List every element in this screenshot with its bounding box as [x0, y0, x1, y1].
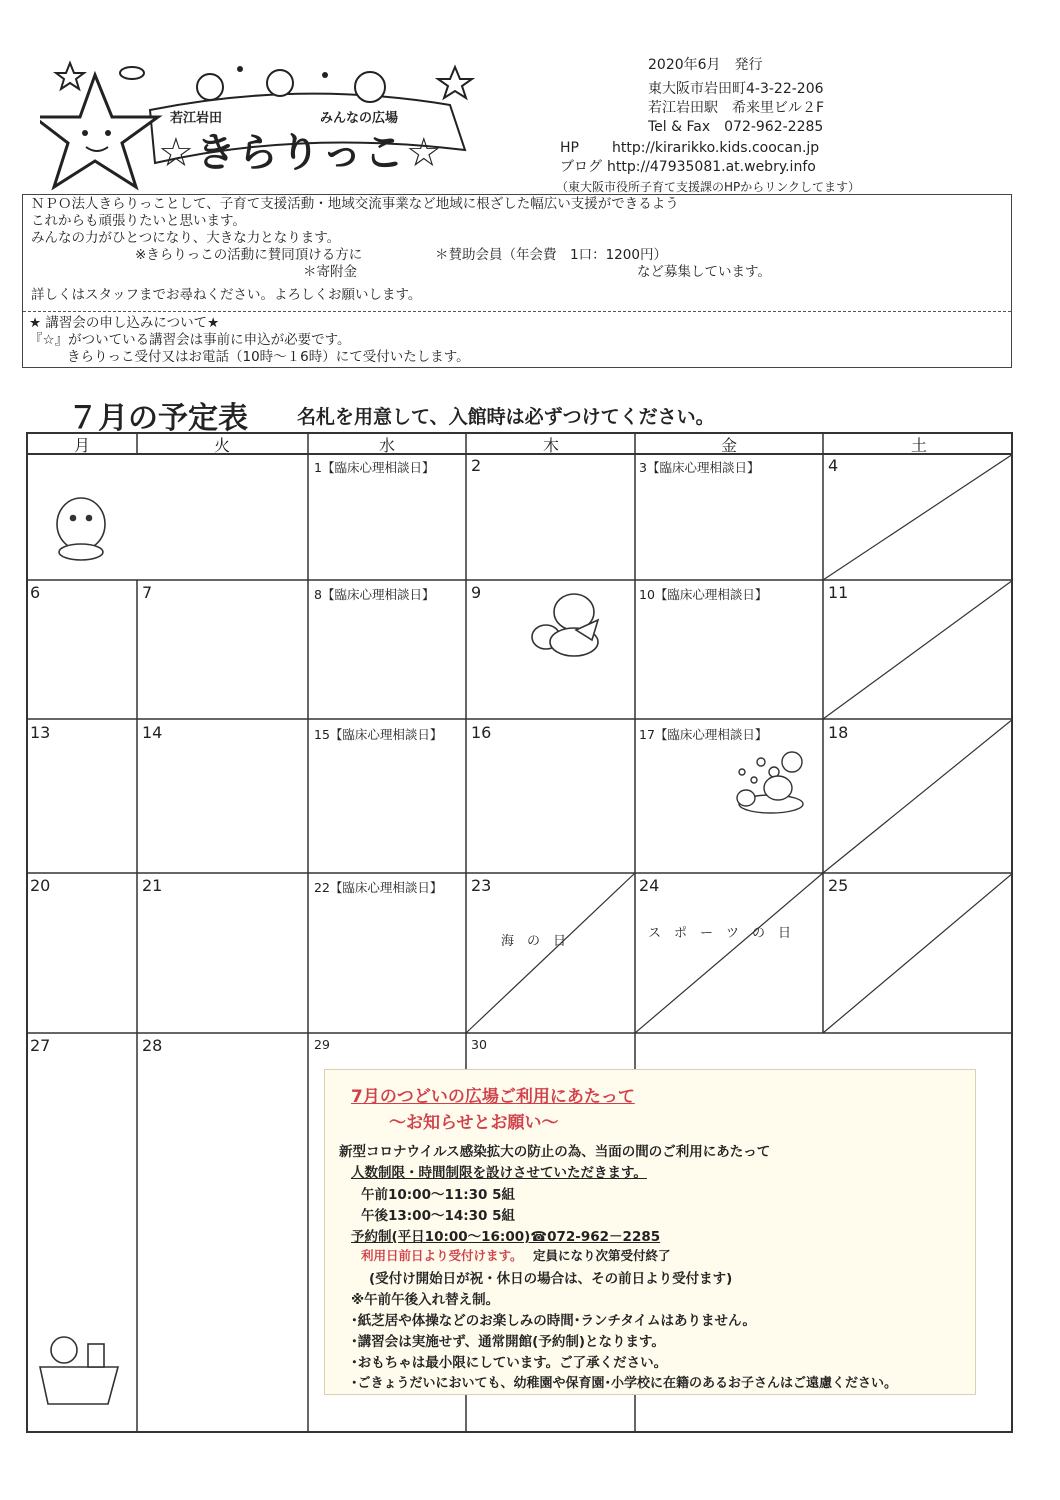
issue-date: 2020年6月 発行 — [648, 57, 763, 73]
info-line: など募集しています。 — [637, 264, 771, 280]
weekday-sat: 土 — [911, 436, 928, 455]
info-box — [22, 194, 1012, 368]
weekday-tue: 火 — [214, 436, 231, 455]
weekday-thu: 木 — [543, 436, 560, 455]
notice-line: ･紙芝居や体操などのお楽しみの時間･ランチタイムはありません。 — [351, 1313, 756, 1329]
notice-line: ※午前午後入れ替え制。 — [351, 1292, 500, 1308]
day-cell-27: 27 — [30, 1036, 51, 1055]
notice-line: (受付け開始日が祝・休日の場合は、その前日より受付ます) — [369, 1271, 733, 1287]
notice-title: 7月のつどいの広場ご利用にあたって — [351, 1087, 635, 1107]
day-cell-23: 23 — [471, 876, 492, 895]
day-cell-10: 10【臨床心理相談日】 — [639, 587, 768, 602]
day-cell-14: 14 — [142, 723, 163, 742]
day-cell-9: 9 — [471, 583, 482, 602]
notice-line: 定員になり次第受付終了 — [533, 1248, 671, 1263]
notice-line: 予約制(平日10:00～16:00)☎072-962－2285 — [351, 1229, 661, 1245]
notice-line-red: 利用日前日より受付けます。 — [361, 1248, 523, 1263]
day-cell-24: 24 — [639, 876, 660, 895]
day-cell-6: 6 — [30, 583, 41, 602]
notice-subtitle: ～お知らせとお願い～ — [389, 1113, 559, 1133]
hp-label: HP — [560, 140, 579, 156]
weekday-mon: 月 — [74, 436, 91, 455]
day-cell-8: 8【臨床心理相談日】 — [314, 587, 435, 602]
notice-line: ･ごきょうだいにおいても、幼稚園や保育園･小学校に在籍のあるお子さんはご遠慮ください。 — [351, 1376, 898, 1391]
logo-subtitle-left: 若江岩田 — [170, 111, 223, 126]
blog-label: ブログ — [560, 159, 602, 175]
penguin-illustration — [57, 498, 105, 560]
tel-fax: Tel & Fax 072-962-2285 — [648, 119, 824, 135]
logo-subtitle-right: みんなの広場 — [320, 111, 399, 126]
day-cell-17: 17【臨床心理相談日】 — [639, 727, 768, 742]
day-cell-3: 3【臨床心理相談日】 — [639, 460, 760, 475]
day-cell-30: 30 — [471, 1037, 487, 1052]
day-cell-15: 15【臨床心理相談日】 — [314, 727, 443, 742]
info-line: ＮＰＯ法人きらりっことして、子育て支援活動・地域交流事業など地域に根ざした幅広い支援ができるよう — [31, 196, 679, 212]
day-cell-21: 21 — [142, 876, 163, 895]
page-title: ７月の予定表 — [68, 401, 248, 436]
day-cell-22: 22【臨床心理相談日】 — [314, 880, 443, 895]
day-cell-18: 18 — [828, 723, 849, 742]
notice-line: 午後13:00～14:30 5組 — [361, 1208, 516, 1224]
day-cell-7: 7 — [142, 583, 153, 602]
boat-illustration — [40, 1337, 118, 1404]
day-cell-20: 20 — [30, 876, 51, 895]
logo-title: ☆きらりっこ☆ — [158, 130, 444, 176]
notice-box — [324, 1069, 976, 1395]
hippo-illustration — [532, 594, 598, 656]
day-cell-11: 11 — [828, 583, 849, 602]
info-line: ＊賛助会員（年会費 1口：1200円） — [435, 247, 667, 263]
day-cell-28: 28 — [142, 1036, 163, 1055]
info-line: ＊寄附金 — [303, 264, 357, 280]
info-line: これからも頑張りたいと思います。 — [31, 213, 246, 229]
notice-line: ･講習会は実施せず、通常開館(予約制)となります。 — [351, 1334, 665, 1350]
dashed-divider — [23, 311, 1011, 312]
info-line: みんなの力がひとつになり、大きな力となります。 — [31, 230, 341, 246]
day-cell-29: 29 — [314, 1037, 330, 1052]
notice-line: 人数制限・時間制限を設けさせていただきます。 — [351, 1165, 647, 1181]
notice-line: ･おもちゃは最小限にしています。ご了承ください。 — [351, 1355, 668, 1371]
address-line-1: 東大阪市岩田町4-3-22-206 — [648, 81, 824, 97]
notice-line: 新型コロナウイルス感染拡大の防止の為、当面の間のご利用にあたって — [339, 1144, 771, 1160]
info-line: 『☆』がついている講習会は事前に申込が必要です。 — [29, 332, 351, 348]
logo — [40, 55, 480, 195]
seminar-heading: ★ 講習会の申し込みについて★ — [29, 315, 220, 331]
bubbles-illustration — [737, 752, 803, 813]
address-line-2: 若江岩田駅 希来里ビル２F — [648, 100, 825, 116]
day-cell-13: 13 — [30, 723, 51, 742]
page-note: 名札を用意して、入館時は必ずつけてください。 — [297, 406, 715, 428]
day-cell-1: 1【臨床心理相談日】 — [314, 460, 435, 475]
hp-url[interactable]: http://kirarikko.kids.coocan.jp — [612, 140, 820, 156]
holiday-label-umi: 海 の 日 — [501, 934, 567, 949]
info-line: 詳しくはスタッフまでお尋ねください。よろしくお願いします。 — [31, 287, 422, 303]
blog-url[interactable]: http://47935081.at.webry.info — [607, 159, 816, 175]
day-cell-16: 16 — [471, 723, 492, 742]
day-cell-25: 25 — [828, 876, 849, 895]
weekday-fri: 金 — [721, 436, 738, 455]
holiday-label-sports: ス ポ ー ツ の 日 — [648, 926, 792, 941]
weekday-wed: 水 — [379, 436, 396, 455]
notice-line: 午前10:00～11:30 5組 — [361, 1187, 516, 1203]
info-line: ※きらりっこの活動に賛同頂ける方に — [135, 247, 363, 263]
day-cell-2: 2 — [471, 456, 482, 475]
info-line: きらりっこ受付又はお電話（10時～１6時）にて受付いたします。 — [67, 349, 470, 365]
day-cell-4: 4 — [828, 456, 839, 475]
link-note: （東大阪市役所子育て支援課のHPからリンクしてます） — [556, 180, 861, 194]
